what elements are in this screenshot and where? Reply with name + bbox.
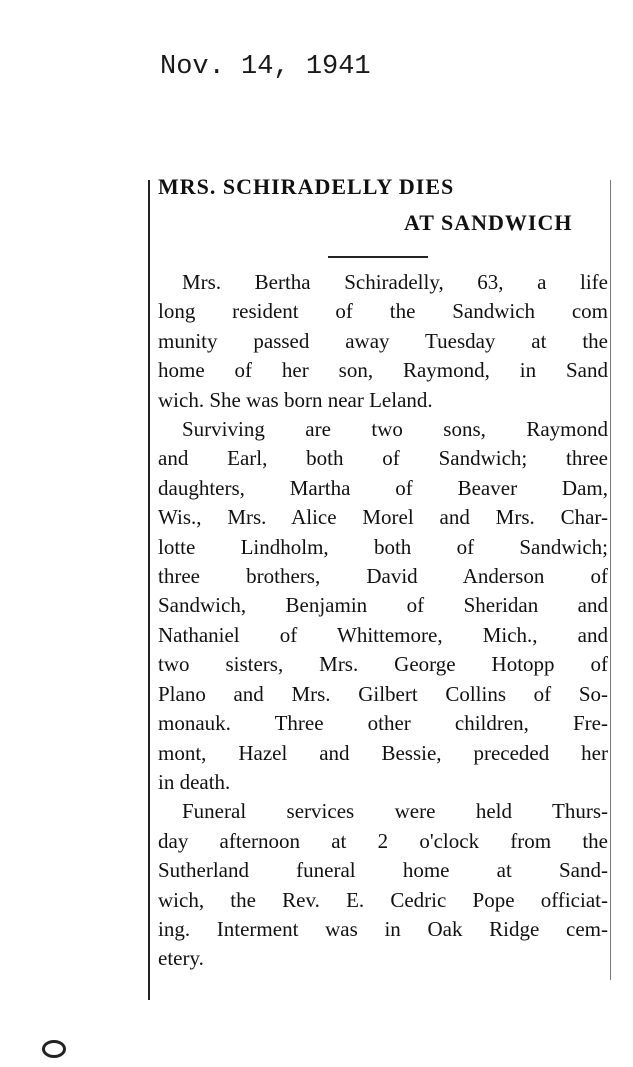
- body-line: two sisters, Mrs. George Hotopp of: [158, 652, 608, 677]
- headline-divider: [328, 256, 428, 258]
- body-line: Nathaniel of Whittemore, Mich., and: [158, 622, 608, 647]
- body-line: Sutherland funeral home at Sand-: [158, 858, 608, 883]
- body-line: Plano and Mrs. Gilbert Collins of So-: [158, 681, 608, 706]
- column-rule-right: [610, 180, 611, 980]
- column-rule-left: [148, 180, 150, 1000]
- body-line: Sandwich, Benjamin of Sheridan and: [158, 593, 608, 618]
- body-line: day afternoon at 2 o'clock from the: [158, 828, 608, 853]
- body-line: mont, Hazel and Bessie, preceded her: [158, 740, 608, 765]
- body-line: three brothers, David Anderson of: [158, 564, 608, 589]
- body-line: wich. She was born near Leland.: [158, 387, 433, 412]
- body-line: daughters, Martha of Beaver Dam,: [158, 475, 608, 500]
- body-line: long resident of the Sandwich com: [158, 299, 608, 324]
- article-body: [158, 268, 608, 974]
- body-line: wich, the Rev. E. Cedric Pope officiat-: [158, 887, 608, 912]
- body-line: Wis., Mrs. Alice Morel and Mrs. Char-: [158, 505, 608, 530]
- headline-line-2: AT SANDWICH: [404, 210, 573, 235]
- body-line: etery.: [158, 946, 204, 971]
- body-line: and Earl, both of Sandwich; three: [158, 446, 608, 471]
- punch-hole-icon: [42, 1040, 66, 1058]
- body-line: ing. Interment was in Oak Ridge cem-: [158, 916, 608, 941]
- body-line: munity passed away Tuesday at the: [158, 328, 608, 353]
- body-line: lotte Lindholm, both of Sandwich;: [158, 534, 608, 559]
- body-line: home of her son, Raymond, in Sand: [158, 358, 608, 383]
- body-line: Surviving are two sons, Raymond: [182, 417, 608, 442]
- body-line: Funeral services were held Thurs-: [182, 799, 608, 824]
- body-line: monauk. Three other children, Fre-: [158, 711, 608, 736]
- body-line: Mrs. Bertha Schiradelly, 63, a life: [182, 270, 608, 294]
- body-line: in death.: [158, 769, 231, 794]
- headline-line-1: MRS. SCHIRADELLY DIES: [158, 174, 455, 199]
- clipping-date: Nov. 14, 1941: [160, 52, 371, 82]
- newspaper-clipping: [148, 168, 618, 1004]
